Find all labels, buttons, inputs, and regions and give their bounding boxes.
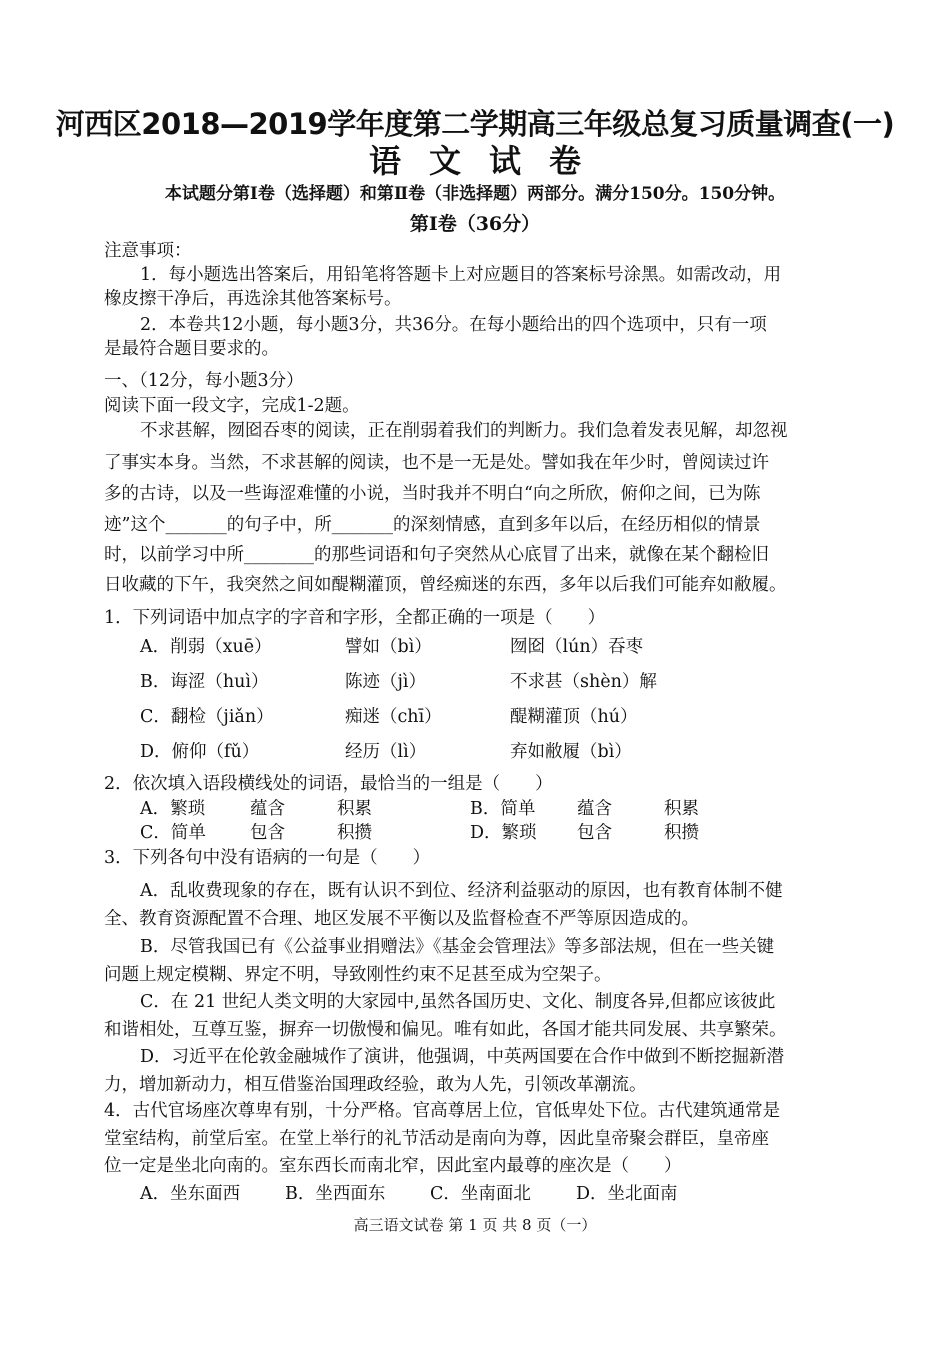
option-cell: 囫囵（lún）吞枣 [510,637,644,657]
option-cell: 积攒 [664,823,699,843]
option-cell: B．简单 [470,799,536,819]
option-cell: B．坐西面东 [285,1184,386,1204]
option-cell: 积累 [664,799,699,819]
option-cell: 蕴含 [577,799,612,819]
option-cell: 经历（lì） [345,742,427,762]
q3-line: 和谐相处，互尊互鉴，摒弃一切傲慢和偏见。唯有如此，各国才能共同发展、共享繁荣。 [104,1020,787,1040]
option-cell: 痴迷（chī） [345,707,442,727]
exam-title: 河西区2018—2019学年度第二学期高三年级总复习质量调查(一) [55,107,895,141]
option-cell: C．简单 [140,823,206,843]
option-cell: 不求甚（shèn）解 [510,672,657,692]
passage-line: 了事实本身。当然，不求甚解的阅读，也不是一无是处。譬如我在年少时，曾阅读过许 [104,453,769,473]
q4-line: 堂室结构，前堂后室。在堂上举行的礼节活动是南向为尊，因此皇帝聚会群臣，皇帝座 [104,1129,769,1149]
q3-line: 问题上规定模糊、界定不明，导致刚性约束不足甚至成为空架子。 [104,965,612,985]
option-cell: 醍糊灌顶（hú） [510,707,638,727]
passage-line: 多的古诗，以及一些诲涩难懂的小说，当时我并不明白“向之所欣，俯仰之间，已为陈 [104,484,761,504]
section-instruction: 阅读下面一段文字，完成1-2题。 [104,396,360,416]
notice-line: 是最符合题目要求的。 [104,339,279,359]
question-stem: 3．下列各句中没有语病的一句是（ ） [104,848,431,868]
notice-line: 橡皮擦干净后，再选涂其他答案标号。 [104,289,402,309]
subject-title: 语文试卷 [368,142,609,180]
option-cell: 积攒 [337,823,372,843]
option-cell: A．繁琐 [140,799,206,819]
q4-line: 4．古代官场座次尊卑有别，十分严格。官高尊居上位，官低卑处下位。古代建筑通常是 [104,1101,781,1121]
option-cell: A．坐东面西 [140,1184,241,1204]
q3-line: A．乱收费现象的存在，既有认识不到位、经济利益驱动的原因，也有教育体制不健 [140,881,783,901]
option-cell: 陈迹（jì） [345,672,427,692]
option-cell: 弃如敝履（bì） [510,742,632,762]
notice-heading: 注意事项： [104,241,192,261]
option-cell: 包含 [250,823,285,843]
q3-line: 全、教育资源配置不合理、地区发展不平衡以及监督检查不严等原因造成的。 [104,909,699,929]
passage-line: 迹”这个_______的句子中，所_______的深刻情感，直到多年以后，在经历相似的情景 [104,515,761,535]
q3-line: 力，增加新动力，相互借鉴治国理政经验，敢为人先，引领改革潮流。 [104,1075,647,1095]
option-cell: 譬如（bì） [345,637,432,657]
question-stem: 2．依次填入语段横线处的词语，最恰当的一组是（ ） [104,774,553,794]
passage-line: 不求甚解，囫囵吞枣的阅读，正在削弱着我们的判断力。我们急着发表见解，却忽视 [140,421,788,441]
section-heading: 一、（12分，每小题3分） [104,371,304,391]
option-cell: 积累 [337,799,372,819]
option-cell: 蕴含 [250,799,285,819]
q3-line: B．尽管我国已有《公益事业捐赠法》《基金会管理法》等多部法规，但在一些关键 [140,937,775,957]
q3-line: C．在 21 世纪人类文明的大家园中,虽然各国历史、文化、制度各异,但都应该彼此 [140,992,776,1012]
notice-line: 2．本卷共12小题，每小题3分，共36分。在每小题给出的四个选项中，只有一项 [140,315,767,335]
option-cell: D．繁琐 [470,823,537,843]
option-cell: C．翻检（jiǎn） [140,707,274,727]
passage-line: 日收藏的下午，我突然之间如醍糊灌顶，曾经痴迷的东西，多年以后我们可能弃如敝履。 [104,575,787,595]
option-cell: A．削弱（xuē） [140,637,272,657]
passage-line: 时，以前学习中所________的那些词语和句子突然从心底冒了出来，就像在某个翻检旧 [104,545,769,565]
option-cell: D．俯仰（fǔ） [140,742,260,762]
question-stem: 1．下列词语中加点字的字音和字形，全都正确的一项是（ ） [104,608,606,628]
option-cell: D．坐北面南 [576,1184,678,1204]
q4-line: 位一定是坐北向南的。室东西长而南北窄，因此室内最尊的座次是（ ） [104,1156,682,1176]
page-footer: 高三语文试卷 第 1 页 共 8 页（一） [353,1216,597,1234]
exam-intro: 本试题分第Ⅰ卷（选择题）和第Ⅱ卷（非选择题）两部分。满分150分。150分钟。 [164,184,786,204]
option-cell: B．诲涩（huì） [140,672,269,692]
q3-line: D．习近平在伦敦金融城作了演讲，他强调，中英两国要在合作中做到不断挖掘新潜 [140,1047,785,1067]
option-cell: 包含 [577,823,612,843]
part-heading: 第Ⅰ卷（36分） [409,213,541,235]
option-cell: C．坐南面北 [430,1184,531,1204]
notice-line: 1．每小题选出答案后，用铅笔将答题卡上对应题目的答案标号涂黑。如需改动，用 [140,265,782,285]
